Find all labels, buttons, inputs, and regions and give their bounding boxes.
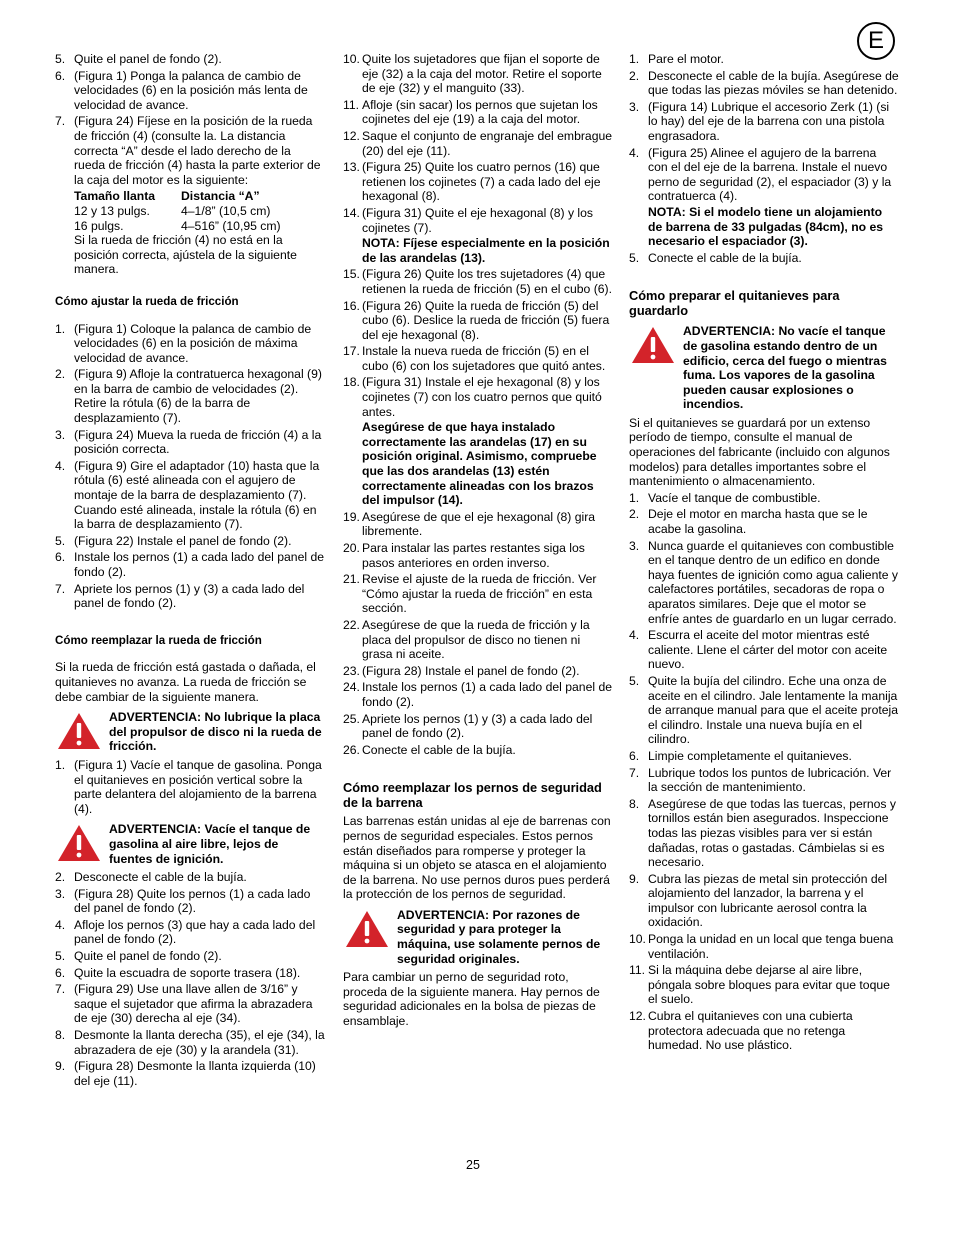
list-item: 9. Cubra las piezas de metal sin protección del alojamiento del lanzador, la barrena y el impulsor con lubricante aerosol contra la oxidación. bbox=[629, 871, 888, 930]
warning-icon bbox=[57, 712, 101, 750]
language-badge: E bbox=[857, 22, 895, 60]
paragraph: Si la rueda de fricción está gastada o dañada, el quitanieves no avanza. La rueda de fricción se debe cambiar de la siguiente manera. bbox=[55, 660, 316, 704]
list-item: 2. (Figura 9) Afloje la contratuerca hexagonal (9) en la barra de cambio de velocidades (2). Retire la rótula (6) de la barra de desplazamiento (7). bbox=[55, 367, 322, 426]
list-item: 2. Deje el motor en marcha hasta que se le acabe la gasolina. bbox=[629, 507, 868, 537]
warning-icon bbox=[345, 910, 389, 948]
list-item: 6. Limpie completamente el quitanieves. bbox=[629, 748, 852, 763]
list-item: 4. (Figura 9) Gire el adaptador (10) hasta que la rótula (6) esté alineada con el agujero de montaje de la barra de desplazamiento (7). Cuando esté alineada, instale la rótula (6) en la barra de desplazamiento (7). bbox=[55, 458, 320, 532]
paragraph: Para cambiar un perno de seguridad roto, proceda de la siguiente manera. Hay pernos de seguridad adicionales en la bolsa de piezas de ensamblaje. bbox=[343, 970, 600, 1029]
note-text: NOTA: Fíjese especialmente en la posición de las arandelas (13). bbox=[362, 236, 610, 265]
section-heading: Cómo preparar el quitanieves para guardarlo bbox=[629, 288, 840, 319]
distance-table-row: 16 pulgs. 4–516” (10,95 cm) bbox=[74, 218, 281, 233]
warning-box: ADVERTENCIA: Por razones de seguridad y para proteger la máquina, use solamente pernos de seguridad originales. bbox=[343, 908, 613, 966]
list-item: 18. (Figura 31) Instale el eje hexagonal (8) y los cojinetes (7) con los cuatro pernos que quitó antes. Asegúrese de que haya instalado correctamente las arandelas (17) en su posición original. Asimismo, compruebe que las dos arandelas (13) estén correctamente alineadas con los brazos del impulsor (14). bbox=[343, 375, 613, 507]
list-item: 24. Instale los pernos (1) a cada lado del panel de fondo (2). bbox=[343, 680, 613, 709]
note-text: NOTA: Si el modelo tiene un alojamiento de barrena de 33 pulgadas (84cm), no es necesario el espaciador (3). bbox=[648, 204, 884, 249]
paragraph: Si el quitanieves se guardará por un extenso período de tiempo, consulte el manual de operaciones del fabricante (incluido con algunos modelos) para detalles importantes sobre el mantenimiento o almacenamiento. bbox=[629, 415, 890, 489]
warning-icon bbox=[57, 824, 101, 862]
list-item: 20. Para instalar las partes restantes siga los pasos anteriores en orden inverso. bbox=[343, 541, 585, 570]
column-right bbox=[629, 52, 899, 1055]
list-item: 12. Cubra el quitanieves con una cubierta protectora adecuada que no retenga humedad. No use plástico. bbox=[629, 1009, 853, 1053]
list-item: 8. Asegúrese de que todas las tuercas, pernos y tornillos están bien asegurados. Inspeccione todas las piezas visibles para ver si están dañadas, rotas o gastadas. Cámbielas si es necesario. bbox=[629, 796, 896, 870]
list-item: 23. (Figura 28) Instale el panel de fondo (2). bbox=[343, 663, 580, 678]
list-item: 9. (Figura 28) Desmonte la llanta izquierda (10) del eje (11). bbox=[55, 1059, 316, 1088]
list-item: 26. Conecte el cable de la bujía. bbox=[343, 742, 516, 757]
column-left bbox=[55, 52, 325, 1090]
distance-table-row: 12 y 13 pulgs. 4–1/8” (10,5 cm) bbox=[74, 203, 271, 218]
list-item: 13. (Figura 25) Quite los cuatro pernos (16) que retienen los cojinetes (7) a cada lado del eje hexagonal (8). bbox=[343, 160, 601, 204]
list-item: 1. (Figura 1) Coloque la palanca de cambio de velocidades (6) en la posición de máxima velocidad de avance. bbox=[55, 321, 312, 365]
list-item: 7. (Figura 24) Fíjese en la posición de la rueda de fricción (4) (consulte la. La distancia correcta “A” desde el lado derecho de la rueda de fricción (4) hasta la parte exterior de la caja del motor es la siguiente: bbox=[55, 114, 321, 187]
warning-box: ADVERTENCIA: Vacíe el tanque de gasolina al aire libre, lejos de fuentes de ignición. bbox=[55, 822, 325, 866]
list-item: 10. Quite los sujetadores que fijan el soporte de eje (32) a la caja del motor. Retire el soporte de eje (32) y el manguito (33). bbox=[343, 52, 602, 96]
list-item: 6. (Figura 1) Ponga la palanca de cambio de velocidades (6) en la posición más lenta de velocidad de avance. bbox=[55, 68, 308, 112]
list-item: 7. Lubrique todos los puntos de lubricación. Ver la sección de mantenimiento. bbox=[629, 765, 892, 795]
page-number: 25 bbox=[466, 1158, 480, 1172]
list-item: 3. (Figura 24) Mueva la rueda de fricción (4) a la posición correcta. bbox=[55, 427, 322, 457]
note-text: Asegúrese de que haya instalado correctamente las arandelas (17) en su posición original. Asimismo, compruebe que las dos arandelas (13) estén correctamente alineadas con los brazos del impulsor (14). bbox=[362, 420, 597, 508]
list-item: 8. Desmonte la llanta derecha (35), el eje (34), la abrazadera de eje (30) y la arandela (31). bbox=[55, 1028, 325, 1057]
list-item: 25. Apriete los pernos (1) y (3) a cada lado del panel de fondo (2). bbox=[343, 711, 593, 741]
list-item: 4. Afloje los pernos (3) que hay a cada lado del panel de fondo (2). bbox=[55, 917, 316, 947]
list-item: 5. Quite el panel de fondo (2). bbox=[55, 949, 222, 964]
list-item: 14. (Figura 31) Quite el eje hexagonal (8) y los cojinetes (7). NOTA: Fíjese especialmente en la posición de las arandelas (13). bbox=[343, 206, 613, 265]
list-item: 17. Instale la nueva rueda de fricción (5) en el cubo (6) con los sujetadores que quitó antes. bbox=[343, 344, 606, 373]
column-middle bbox=[343, 52, 613, 1031]
list-item: 6. Instale los pernos (1) a cada lado del panel de fondo (2). bbox=[55, 550, 325, 579]
list-item: 5. Conecte el cable de la bujía. bbox=[629, 250, 802, 265]
section-heading: Cómo reemplazar los pernos de seguridad de la barrena bbox=[343, 780, 602, 811]
list-item: 19. Asegúrese de que el eje hexagonal (8) gira libremente. bbox=[343, 509, 596, 539]
list-item: 1. Vacíe el tanque de combustible. bbox=[629, 490, 821, 505]
distance-table-header: Tamaño llanta Distancia “A” bbox=[74, 189, 260, 204]
list-item: 1. Pare el motor. bbox=[629, 52, 724, 66]
list-item: 4. (Figura 25) Alinee el agujero de la barrena con el del eje de la barrena. Instale el nuevo perno de seguridad (2), el espaciador (3) y la contratuerca (4). NOTA: Si el modelo tiene un alojamiento de barrena de 33 pulgadas (84cm), no es necesario el espaciador (3). bbox=[629, 146, 899, 249]
list-item: 12. Saque el conjunto de engranaje del embrague (20) del eje (11). bbox=[343, 128, 613, 158]
list-item: 1. (Figura 1) Vacíe el tanque de gasolina. Ponga el quitanieves en posición vertical sobre la parte delantera del alojamiento de la barrena (4). bbox=[55, 757, 322, 816]
list-item: 2. Desconecte el cable de la bujía. bbox=[55, 870, 247, 885]
list-item: 5. Quite la bujía del cilindro. Eche una onza de aceite en el cilindro. Jale lentamente la manija de arranque manual para que el aceite proteja el cilindro. Instale una nueva bujía en el cilindro. bbox=[629, 673, 899, 747]
warning-icon bbox=[631, 326, 675, 364]
list-item: 5. (Figura 22) Instale el panel de fondo (2). bbox=[55, 533, 292, 548]
section-heading: Cómo reemplazar la rueda de fricción bbox=[55, 633, 262, 647]
list-item: 2. Desconecte el cable de la bujía. Asegúrese de que todas las piezas móviles se han detenido. bbox=[629, 68, 899, 98]
list-item: 22. Asegúrese de que la rueda de fricción y la placa del propulsor de disco no tienen ni grasa ni aceite. bbox=[343, 617, 590, 662]
list-item: 15. (Figura 26) Quite los tres sujetadores (4) que retienen la rueda de fricción (5) en el cubo (6). bbox=[343, 267, 612, 296]
list-item: 6. Quite la escuadra de soporte trasera (18). bbox=[55, 965, 301, 980]
list-item: 21. Revise el ajuste de la rueda de fricción. Ver “Cómo ajustar la rueda de fricción” en esta sección. bbox=[343, 572, 597, 616]
warning-box: ADVERTENCIA: No lubrique la placa del propulsor de disco ni la rueda de fricción. bbox=[55, 710, 325, 754]
paragraph: Las barrenas están unidas al eje de barrenas con pernos de seguridad especiales. Estos pernos están diseñados para romperse y proteger la máquina si un objeto se atasca en el alojamiento de la barrena. No use pernos duros pues perderá la protección de los pernos de seguridad. bbox=[343, 814, 611, 902]
paragraph: Si la rueda de fricción (4) no está en la posición correcta, ajústela de la siguiente manera. bbox=[74, 233, 297, 277]
list-item: 4. Escurra el aceite del motor mientras esté caliente. Llene el cárter del motor con aceite nuevo. bbox=[629, 628, 888, 672]
list-item: 7. (Figura 29) Use una llave allen de 3/16” y saque el sujetador que afirma la abrazadera de eje (30) derecha al eje (34). bbox=[55, 982, 313, 1026]
section-heading: Cómo ajustar la rueda de fricción bbox=[55, 294, 239, 308]
list-item: 3. Nunca guarde el quitanieves con combustible en el tanque dentro de un edifico en donde haya fuentes de ignición como agua caliente y calefactores portátiles, secadoras de ropa o aparatos similares. Deje que el motor se enfríe antes de guardarlo en un lugar cerrado. bbox=[629, 538, 899, 626]
list-item: 16. (Figura 26) Quite la rueda de fricción (5) del cubo (6). Deslice la rueda de fricción (5) fuera del eje hexagonal (8). bbox=[343, 298, 610, 342]
list-item: 11. Afloje (sin sacar) los pernos que sujetan los cojinetes del eje (19) a la caja del motor. bbox=[343, 97, 598, 127]
list-item: 3. (Figura 14) Lubrique el accesorio Zerk (1) (si lo hay) del eje de la barrena con una pistola engrasadora. bbox=[629, 99, 890, 143]
list-item: 10. Ponga la unidad en un local que tenga buena ventilación. bbox=[629, 932, 894, 961]
list-item: 3. (Figura 28) Quite los pernos (1) a cada lado del panel de fondo (2). bbox=[55, 886, 311, 916]
warning-box: ADVERTENCIA: No vacíe el tanque de gasolina estando dentro de un edificio, cerca del fuego o mientras fuma. Los vapores de la gasolina pueden causar explosiones o incendios. bbox=[629, 324, 899, 412]
list-item: 7. Apriete los pernos (1) y (3) a cada lado del panel de fondo (2). bbox=[55, 581, 305, 611]
list-item: 11. Si la máquina debe dejarse al aire libre, póngala sobre bloques para evitar que toque el suelo. bbox=[629, 963, 890, 1007]
list-item: 5. Quite el panel de fondo (2). bbox=[55, 52, 222, 66]
